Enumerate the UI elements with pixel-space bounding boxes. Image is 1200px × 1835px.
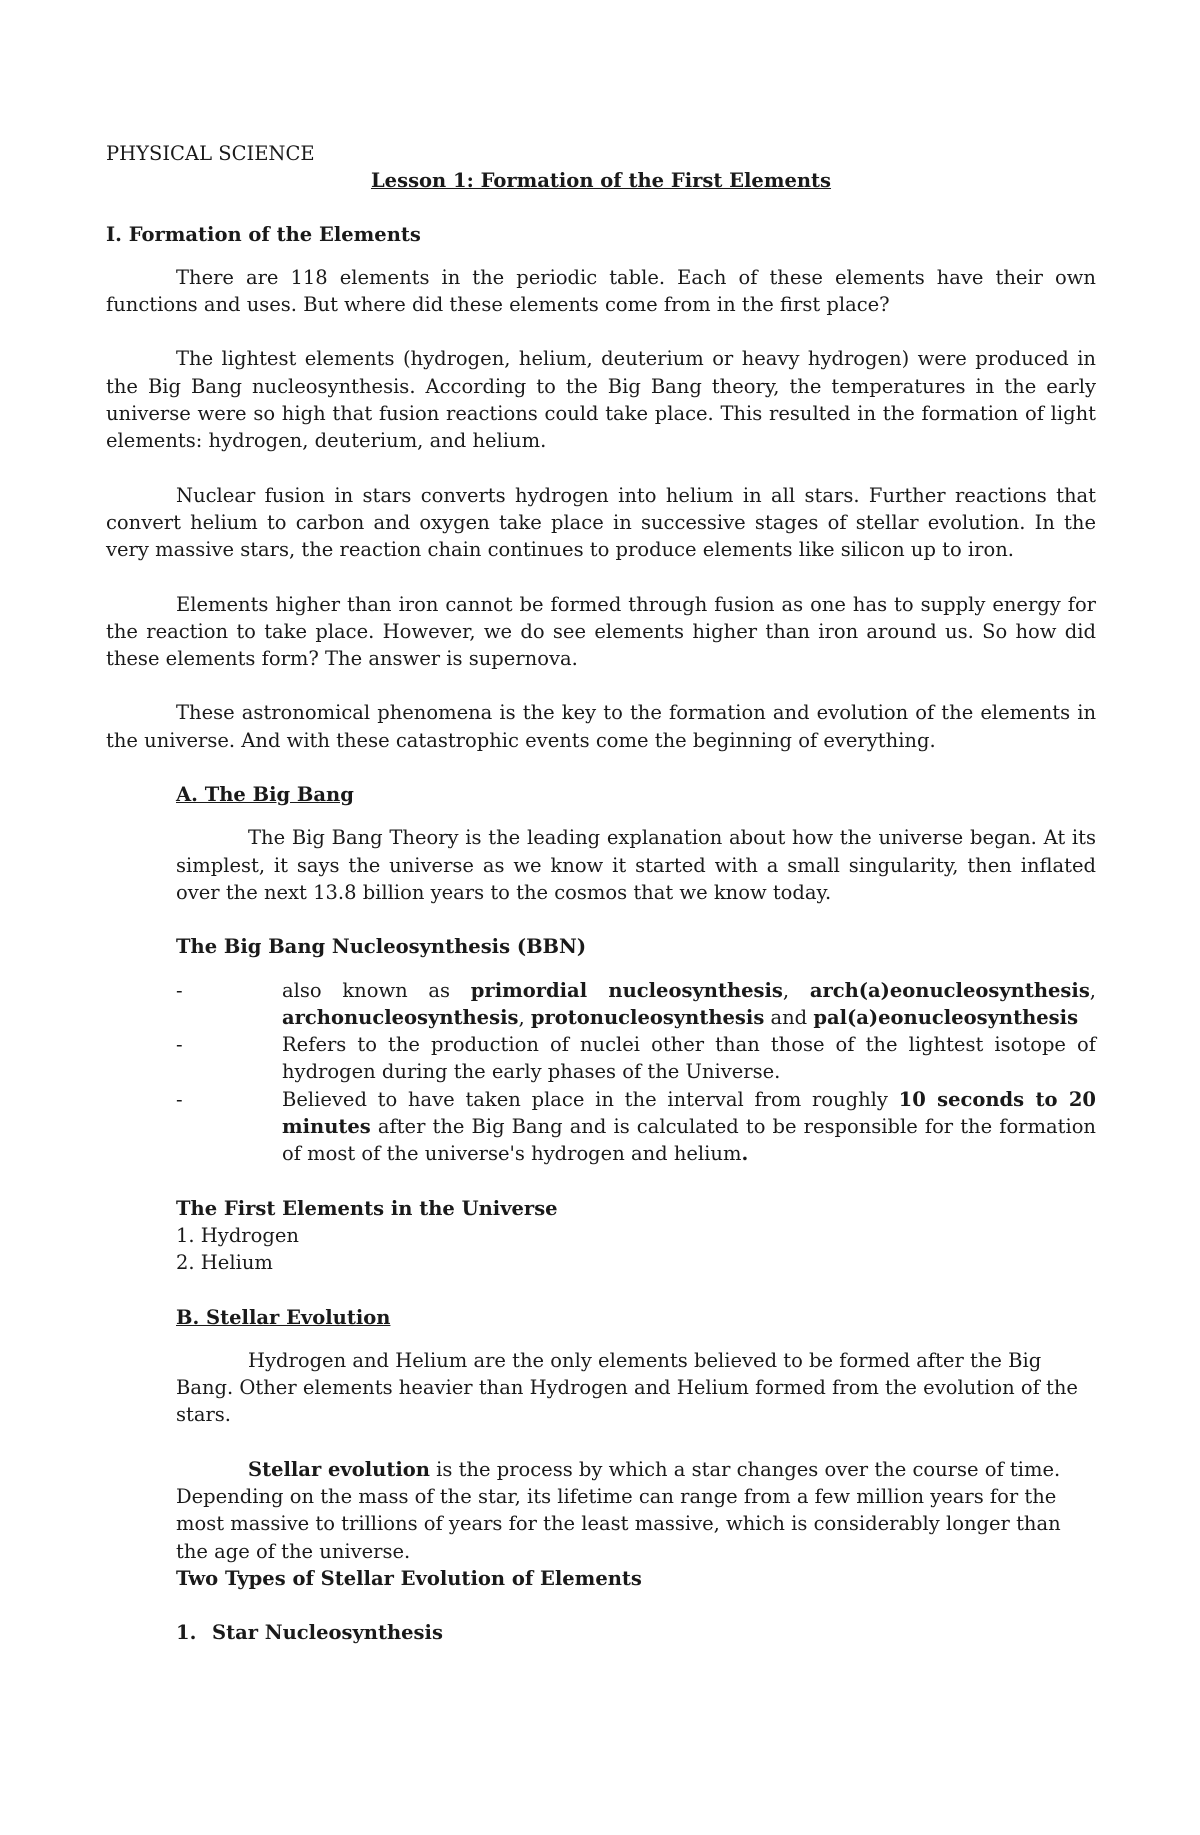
section-heading-formation: I. Formation of the Elements: [106, 222, 421, 246]
heading-star-nucleosynthesis: 1. Star Nucleosynthesis: [176, 1621, 443, 1645]
paragraph-hydrogen-helium: Hydrogen and Helium are the only elements believed to be formed after the Big Bang. Other elements heavier than Hydrogen and Helium formed from the evolution of the stars.: [176, 1348, 1078, 1427]
paragraph-higher-than-iron: Elements higher than iron cannot be formed through fusion as one has to supply energy for the reaction to take place. However, we do see elements higher than iron around us. So how did these elements form? The answer is supernova.: [106, 592, 1096, 671]
list-item-helium: 2. Helium: [176, 1251, 273, 1275]
paragraph-stellar-evolution-definition: Stellar evolution is the process by which a star changes over the course of time. Depending on the mass of the star, its lifetime can range from a few million years for the most massive to trillions of years for the least massive, which is considerably longer than the age of the universe.: [176, 1457, 1061, 1563]
subheading-stellar-evolution: B. Stellar Evolution: [176, 1305, 391, 1329]
heading-first-elements: The First Elements in the Universe: [176, 1196, 558, 1220]
heading-two-types: Two Types of Stellar Evolution of Elements: [176, 1566, 642, 1590]
document-header: PHYSICAL SCIENCE: [106, 142, 315, 165]
document-body: [106, 140, 1096, 1646]
paragraph-elements-count: There are 118 elements in the periodic table. Each of these elements have their own functions and uses. But where did these elements come from in the first place?: [106, 265, 1096, 317]
bbn-bullet-list: [176, 977, 1096, 1168]
paragraph-lightest-elements: The lightest elements (hydrogen, helium, deuterium or heavy hydrogen) were produced in the Big Bang nucleosynthesis. According to the Big Bang theory, the temperatures in the early universe were so high that fusion reactions could take place. This resulted in the formation of light elements: hydrogen, deuterium, and helium.: [106, 347, 1096, 453]
list-item-hydrogen: 1. Hydrogen: [176, 1223, 299, 1247]
subheading-big-bang: A. The Big Bang: [176, 783, 354, 807]
lesson-title: Lesson 1: Formation of the First Elements: [370, 169, 832, 193]
paragraph-astronomical-phenomena: These astronomical phenomena is the key to the formation and evolution of the elements in the universe. And with these catastrophic events come the beginning of everything.: [106, 701, 1096, 752]
list-item: - also known as primordial nucleosynthesis, arch(a)eonucleosynthesis, archonucleosynthesis, protonucleosynthesis and pal(a)eonucleosynthesis: [176, 978, 1096, 1029]
paragraph-big-bang-theory: The Big Bang Theory is the leading explanation about how the universe began. At its simplest, it says the universe as we know it started with a small singularity, then inflated over the next 13.8 billion years to the cosmos that we know today.: [176, 826, 1096, 904]
heading-bbn: The Big Bang Nucleosynthesis (BBN): [176, 935, 587, 959]
bullet-dash: -: [176, 1087, 183, 1111]
list-item: - Refers to the production of nuclei other than those of the lightest isotope of hydrogen during the early phases of the Universe.: [176, 1033, 1096, 1084]
bullet-dash: -: [176, 1033, 183, 1057]
bullet-dash: -: [176, 978, 183, 1002]
paragraph-nuclear-fusion: Nuclear fusion in stars converts hydrogen into helium in all stars. Further reactions that convert helium to carbon and oxygen take place in successive stages of stellar evolution. In the very massive stars, the reaction chain continues to produce elements like silicon up to iron.: [106, 483, 1096, 562]
list-item: - Believed to have taken place in the interval from roughly 10 seconds to 20 minutes after the Big Bang and is calculated to be responsible for the formation of most of the universe's hydrogen and helium.: [176, 1087, 1096, 1166]
